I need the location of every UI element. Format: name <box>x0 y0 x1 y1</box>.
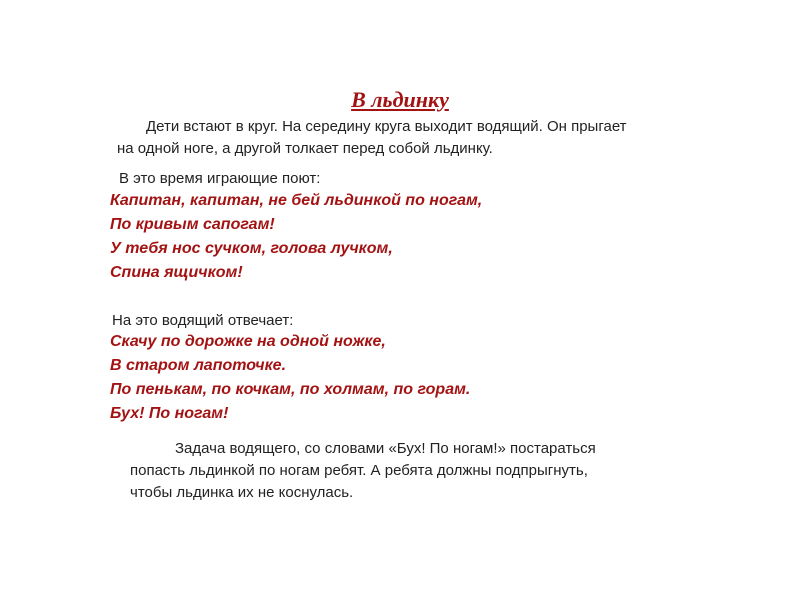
leader-answers-label: На это водящий отвечает: <box>112 312 294 329</box>
intro-line-1: Дети встают в круг. На середину круга выходит водящий. Он прыгает <box>146 118 627 135</box>
song1-line-2: По кривым сапогам! <box>110 216 275 233</box>
song1-line-3: У тебя нос сучком, голова лучком, <box>110 240 393 257</box>
song1-line-4: Спина ящичком! <box>110 264 243 281</box>
intro-line-2: на одной ноге, а другой толкает перед собой льдинку. <box>117 140 493 157</box>
song2-line-4: Бух! По ногам! <box>110 405 229 422</box>
song-second-verse <box>110 330 470 426</box>
song2-line-3: По пенькам, по кочкам, по холмам, по горам. <box>110 381 471 398</box>
task-line-3: чтобы льдинка их не коснулась. <box>130 484 354 501</box>
song2-line-2: В старом лапоточке. <box>110 357 287 374</box>
song1-line-1: Капитан, капитан, не бей льдинкой по ногам, <box>110 192 483 209</box>
song2-line-1: Скачу по дорожке на одной ножке, <box>110 333 386 350</box>
page-title: В льдинку <box>351 87 449 112</box>
song-first-verse <box>110 189 482 285</box>
players-sing-label: В это время играющие поют: <box>119 170 321 187</box>
task-line-1: Задача водящего, со словами «Бух! По ногам!» постараться <box>175 440 596 457</box>
task-line-2: попасть льдинкой по ногам ребят. А ребята должны подпрыгнуть, <box>130 462 588 479</box>
